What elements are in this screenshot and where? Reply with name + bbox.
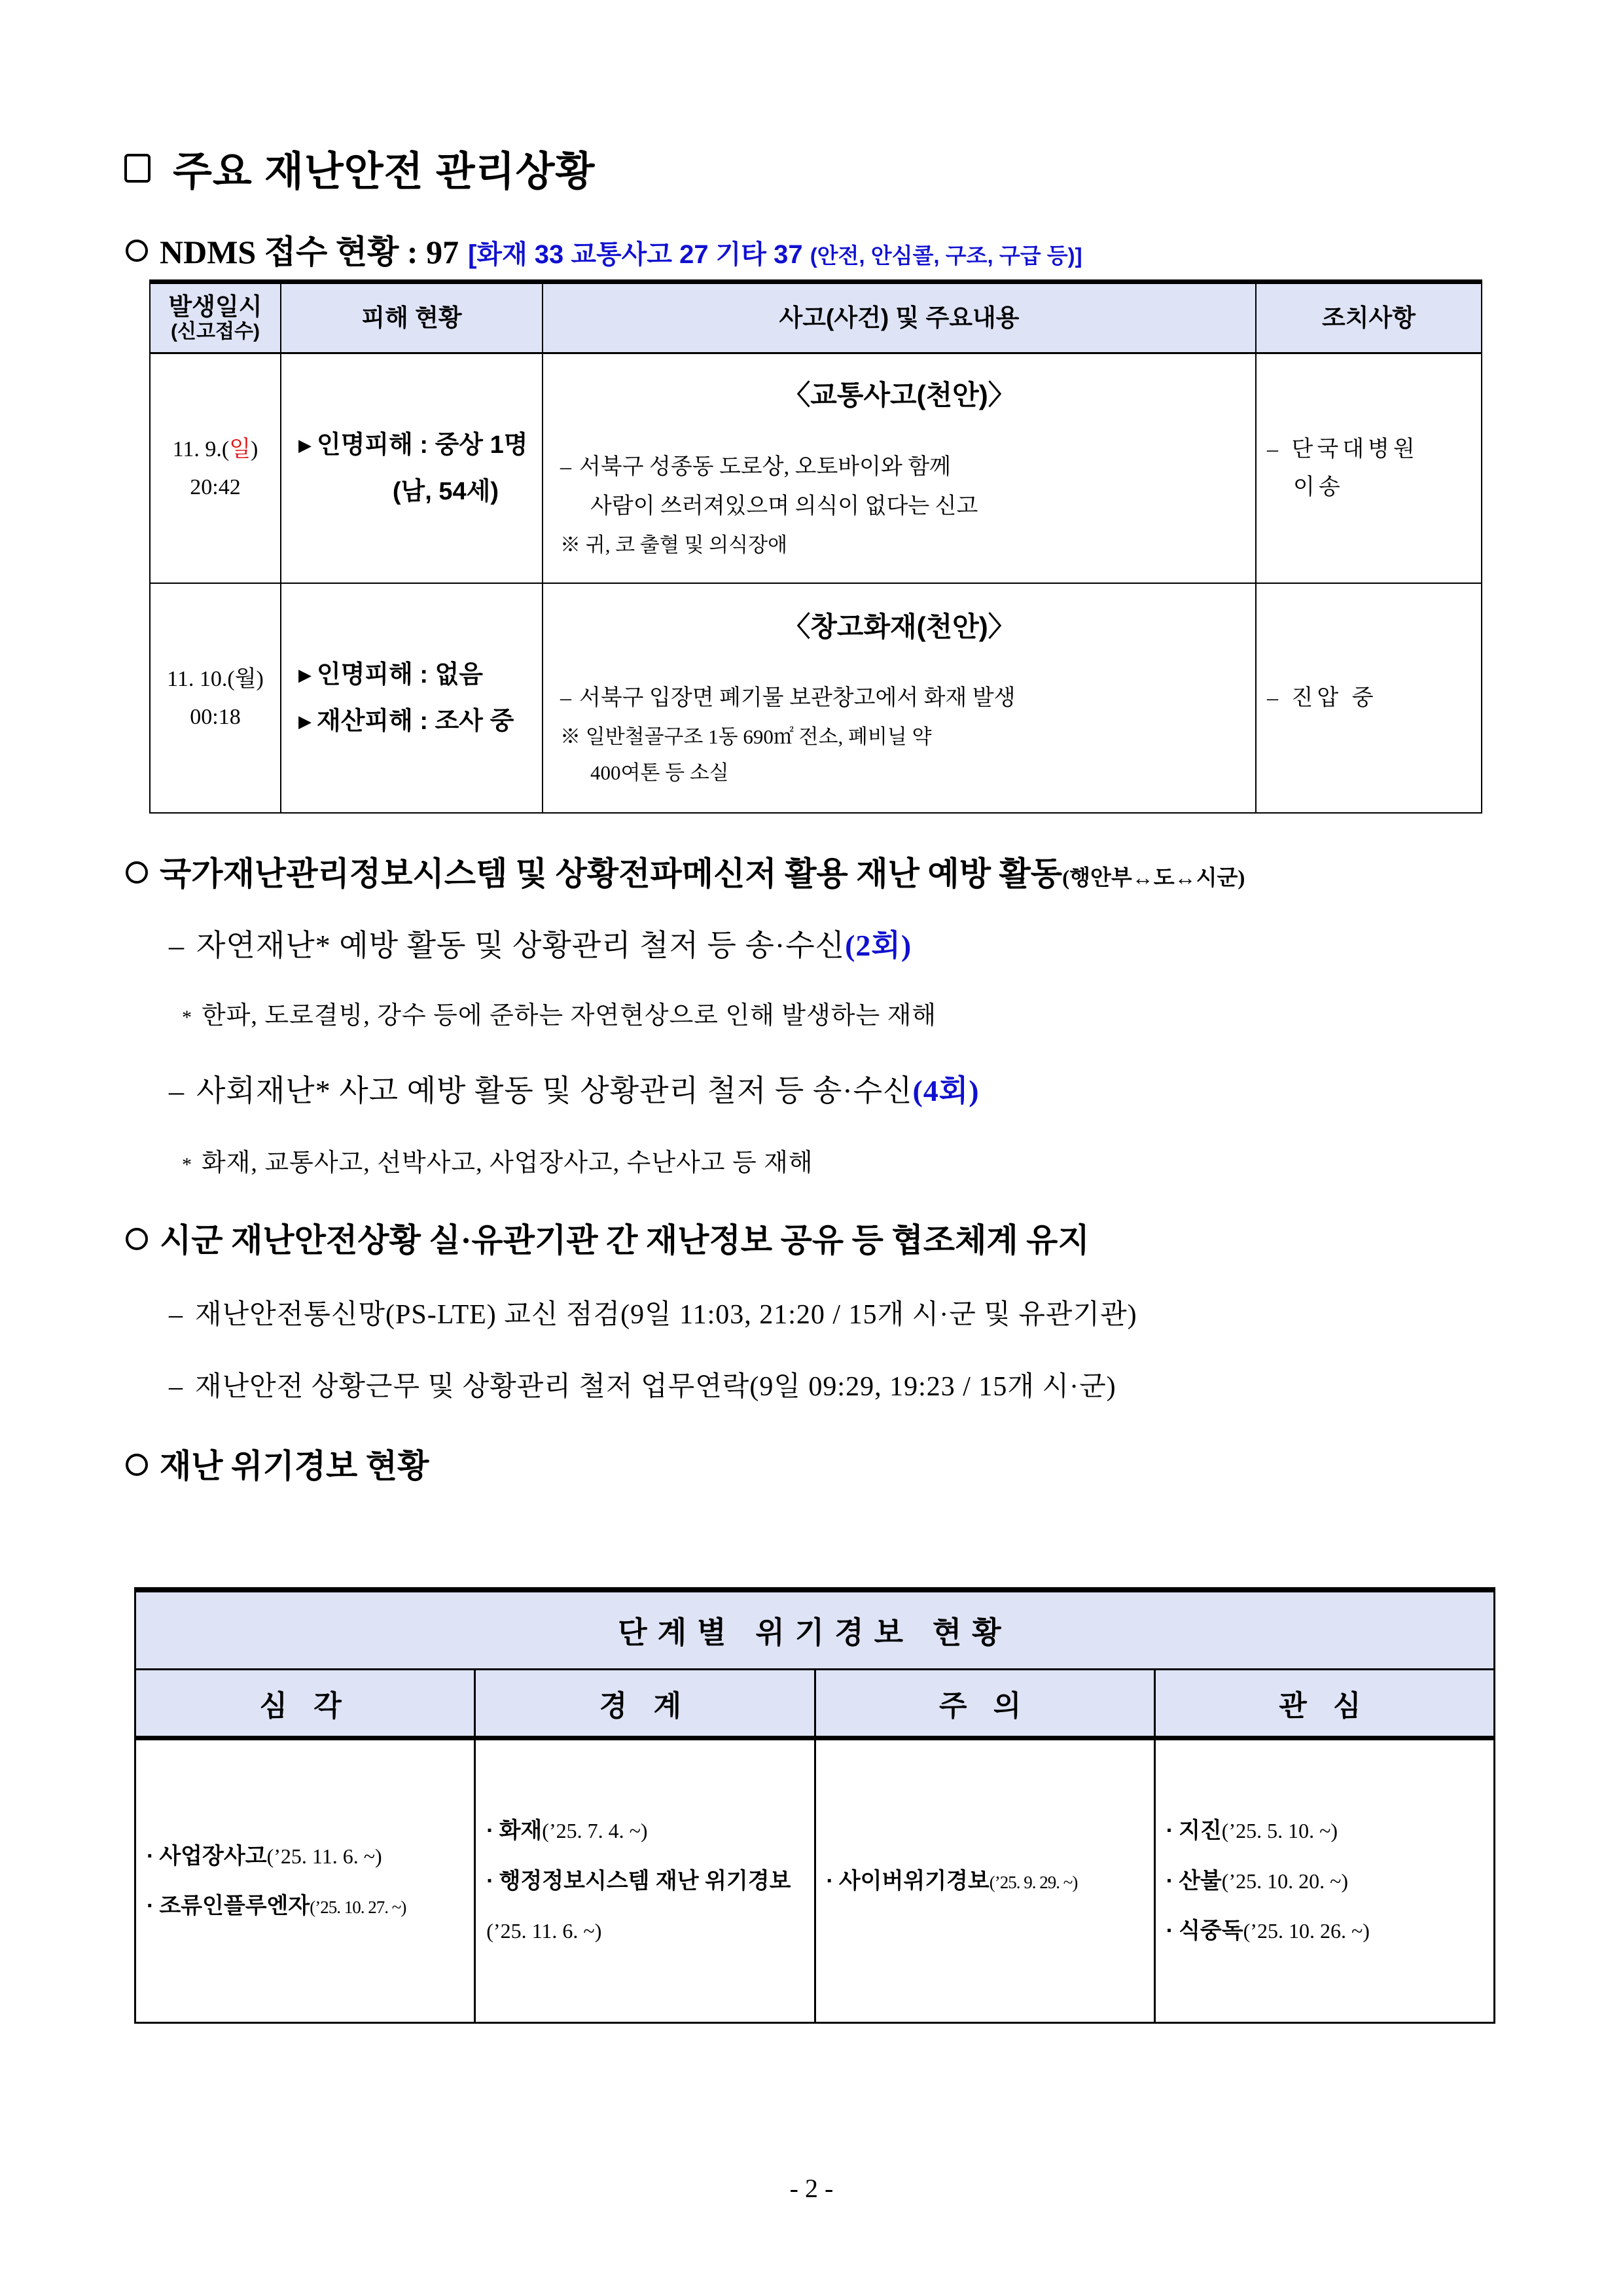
- list-item: [1166, 1806, 1486, 1856]
- col-header-action: 조치사항: [1256, 282, 1482, 353]
- list-item-name: 식중독: [1179, 1918, 1243, 1944]
- asterisk-icon: *: [182, 1007, 192, 1028]
- crisis-col-header-serious: 심 각: [135, 1670, 475, 1738]
- list-item: [486, 1856, 806, 1956]
- bullet-item-2-sub-1: [169, 1293, 1137, 1332]
- asterisk-icon: *: [182, 1154, 192, 1175]
- list-item-name: 조류인플루엔자: [159, 1893, 310, 1918]
- bullet-item-1-sub-1-count: (2회): [845, 929, 912, 962]
- crisis-table-title: 단계별 위기경보 현황: [135, 1590, 1495, 1670]
- bullet-item-3: [126, 1440, 429, 1487]
- list-item-period: (’25. 10. 20. ~): [1221, 1869, 1349, 1893]
- bullet-item-1-sub-2-count: (4회): [912, 1074, 980, 1107]
- bullet-item-1-paren: (행안부↔도↔시군): [1062, 867, 1245, 890]
- dot-bullet-icon: ·: [826, 1868, 834, 1893]
- damage-line-2: [298, 698, 529, 744]
- list-item-period: (’25. 11. 6. ~): [486, 1919, 602, 1943]
- col-header-when: [150, 282, 281, 353]
- dash-bullet-icon: –: [169, 929, 185, 962]
- dash-bullet-icon: –: [169, 1300, 183, 1330]
- circle-bullet-icon: [126, 1454, 148, 1476]
- dash-bullet-icon: –: [169, 1372, 183, 1402]
- table-row: [150, 583, 1482, 813]
- list-item: [1166, 1856, 1486, 1907]
- ndms-summary-line: [126, 226, 1082, 273]
- circle-bullet-icon: [126, 861, 148, 884]
- detail-line-1: [560, 448, 1238, 488]
- crisis-col-header-caution: 주 의: [815, 1670, 1154, 1738]
- bullet-item-1-note-2: [182, 1142, 813, 1178]
- bullet-item-2: [126, 1214, 1090, 1261]
- bullet-item-1-sub-1: [169, 922, 912, 965]
- list-item: [827, 1856, 1146, 1907]
- damage-line-1-text: 인명피해 : 중상 1명: [317, 431, 528, 459]
- dot-bullet-icon: ·: [486, 1818, 494, 1844]
- list-item-name: 사이버위기경보: [838, 1868, 990, 1893]
- action-line-2: 이송: [1293, 475, 1344, 499]
- table-header-row: [150, 282, 1482, 353]
- dot-bullet-icon: ·: [1166, 1818, 1174, 1844]
- bullet-item-2-sub-2-text: 재난안전 상황근무 및 상황관리 철저 업무연락(9일 09:29, 19:23 / 15개 시·군): [195, 1372, 1116, 1402]
- cell-detail: [543, 583, 1256, 813]
- list-item-period: (’25. 9. 29. ~): [989, 1872, 1078, 1892]
- bullet-item-2-sub-1-text: 재난안전통신망(PS-LTE) 교신 점검(9일 11:03, 21:20 / 15개 시·군 및 유관기관): [195, 1300, 1137, 1330]
- cell-action: [1256, 353, 1482, 584]
- col-header-when-sub: (신고접수): [171, 320, 260, 342]
- action-line-1: [1267, 679, 1474, 717]
- cell-action: [1256, 583, 1482, 813]
- action-line-1: [1267, 431, 1474, 469]
- list-item-period: (’25. 11. 6. ~): [266, 1844, 382, 1868]
- dash-bullet-icon: –: [169, 1074, 185, 1107]
- crisis-col-header-attention: 관 심: [1154, 1670, 1494, 1738]
- list-item-period: (’25. 7. 4. ~): [542, 1819, 648, 1843]
- page-title: [124, 139, 595, 197]
- action-line-1-text: 단국대병원: [1291, 437, 1419, 461]
- ndms-breakdown: [468, 234, 1082, 271]
- cell-when-day: 월: [234, 666, 257, 691]
- col-header-when-label: 발생일시: [168, 293, 262, 321]
- triangle-bullet-icon: ▶: [298, 665, 312, 685]
- detail-note-2: 400여톤 등 소실: [590, 761, 729, 785]
- cell-damage: [281, 353, 543, 584]
- bullet-item-1-text: 국가재난관리정보시스템 및 상황전파메신저 활용 재난 예방 활동: [160, 855, 1063, 892]
- bullet-item-2-sub-2: [169, 1365, 1116, 1404]
- detail-note: ※ 귀, 코 출혈 및 의식장애: [560, 533, 788, 556]
- crisis-cell-serious: [135, 1738, 475, 2023]
- dot-bullet-icon: ·: [1166, 1918, 1174, 1944]
- damage-line-2-text: 재산피해 : 조사 중: [317, 707, 514, 735]
- cell-when-day: 일: [229, 437, 251, 461]
- crisis-cell-warning: [475, 1738, 815, 2023]
- ndms-label: NDMS 접수 현황 : 97: [160, 234, 459, 270]
- cell-when: [150, 583, 281, 813]
- dot-bullet-icon: ·: [1166, 1868, 1174, 1893]
- table-row: [150, 353, 1482, 584]
- dot-bullet-icon: ·: [147, 1893, 154, 1918]
- list-item-name: 화재: [499, 1818, 543, 1844]
- dot-bullet-icon: ·: [486, 1868, 494, 1893]
- ndms-breakdown-main: [화재 33 교통사고 27 기타 37: [468, 240, 803, 269]
- action-line-1-text: 진압 중: [1291, 685, 1378, 710]
- dash-bullet-icon: –: [1267, 437, 1292, 461]
- detail-title: 〈교통사고(천안)〉: [783, 380, 1016, 411]
- detail-title: 〈창고화재(천안)〉: [783, 611, 1016, 642]
- list-item-period: (’25. 5. 10. ~): [1221, 1819, 1338, 1843]
- damage-line-1-text: 인명피해 : 없음: [317, 661, 484, 689]
- bullet-item-3-text: 재난 위기경보 현황: [160, 1448, 429, 1484]
- col-header-detail: 사고(사건) 및 주요내용: [543, 282, 1256, 353]
- cell-when-date: 11. 10.(: [167, 666, 235, 691]
- ndms-breakdown-detail: (안전, 안심콜, 구조, 구급 등)]: [810, 243, 1082, 268]
- list-item-period: (’25. 10. 27. ~): [310, 1897, 406, 1917]
- detail-note: ※ 일반철골구조 1동 690㎡ 전소, 폐비닐 약: [560, 725, 932, 748]
- ndms-incident-table: [149, 279, 1482, 814]
- detail-line-1-text: 서북구 입장면 폐기물 보관창고에서 화재 발생: [579, 686, 1016, 711]
- detail-line-1: [560, 679, 1238, 719]
- crisis-cell-caution: [815, 1738, 1154, 2023]
- list-item: [147, 1881, 466, 1931]
- page-title-text: 주요 재난안전 관리상황: [173, 149, 596, 194]
- crisis-table-title-row: [135, 1590, 1495, 1670]
- cell-when-time: 00:18: [190, 704, 241, 729]
- circle-bullet-icon: [126, 240, 148, 262]
- damage-line-1: [298, 422, 529, 468]
- cell-when: [150, 353, 281, 584]
- crisis-cell-attention: [1154, 1738, 1494, 2023]
- square-bullet-icon: [124, 154, 151, 183]
- damage-line-1: [298, 652, 529, 698]
- list-item-name: 사업장사고: [159, 1843, 267, 1869]
- detail-line-1-text: 서북구 성종동 도로상, 오토바이와 함께: [579, 454, 952, 479]
- bullet-item-2-text: 시군 재난안전상황 실·유관기관 간 재난정보 공유 등 협조체계 유지: [160, 1222, 1090, 1259]
- cell-when-time: 20:42: [190, 475, 241, 499]
- dash-bullet-icon: –: [560, 454, 571, 479]
- page-footer: - 2 -: [789, 2174, 834, 2203]
- crisis-alert-table: [134, 1587, 1495, 2024]
- cell-detail: [543, 353, 1256, 584]
- list-item: [1166, 1906, 1486, 1956]
- crisis-table-body-row: [135, 1738, 1495, 2023]
- cell-when-date-end: ): [256, 666, 264, 691]
- triangle-bullet-icon: ▶: [298, 435, 312, 456]
- damage-line-2: (남, 54세): [392, 477, 499, 505]
- col-header-damage: 피해 현황: [281, 282, 543, 353]
- crisis-col-header-warning: 경 계: [475, 1670, 815, 1738]
- bullet-item-1-sub-2: [169, 1067, 980, 1110]
- list-item-name: 산불: [1179, 1868, 1222, 1893]
- list-item: [486, 1806, 806, 1856]
- dash-bullet-icon: –: [560, 686, 571, 711]
- dot-bullet-icon: ·: [147, 1843, 154, 1869]
- bullet-item-1-note-2-text: 화재, 교통사고, 선박사고, 사업장사고, 수난사고 등 재해: [202, 1149, 813, 1177]
- cell-when-date-end: ): [251, 437, 259, 461]
- list-item: [147, 1831, 466, 1882]
- cell-when-date: 11. 9.(: [172, 437, 230, 461]
- bullet-item-1-sub-2-text: 사회재난* 사고 예방 활동 및 상황관리 철저 등 송·수신: [196, 1074, 913, 1107]
- dash-bullet-icon: –: [1267, 685, 1292, 710]
- triangle-bullet-icon: ▶: [298, 711, 312, 731]
- bullet-item-1: [126, 848, 1245, 895]
- bullet-item-1-sub-1-text: 자연재난* 예방 활동 및 상황관리 철저 등 송·수신: [196, 929, 846, 962]
- bullet-item-1-note-1-text: 한파, 도로결빙, 강수 등에 준하는 자연현상으로 인해 발생하는 재해: [202, 1002, 937, 1030]
- crisis-table-header-row: [135, 1670, 1495, 1738]
- list-item-period: (’25. 10. 26. ~): [1243, 1919, 1370, 1943]
- list-item-name: 행정정보시스템 재난 위기경보: [499, 1868, 791, 1893]
- circle-bullet-icon: [126, 1228, 148, 1250]
- detail-line-2: 사람이 쓰러져있으며 의식이 없다는 신고: [590, 494, 978, 519]
- bullet-item-1-note-1: [182, 995, 936, 1031]
- list-item-name: 지진: [1179, 1818, 1222, 1844]
- cell-damage: [281, 583, 543, 813]
